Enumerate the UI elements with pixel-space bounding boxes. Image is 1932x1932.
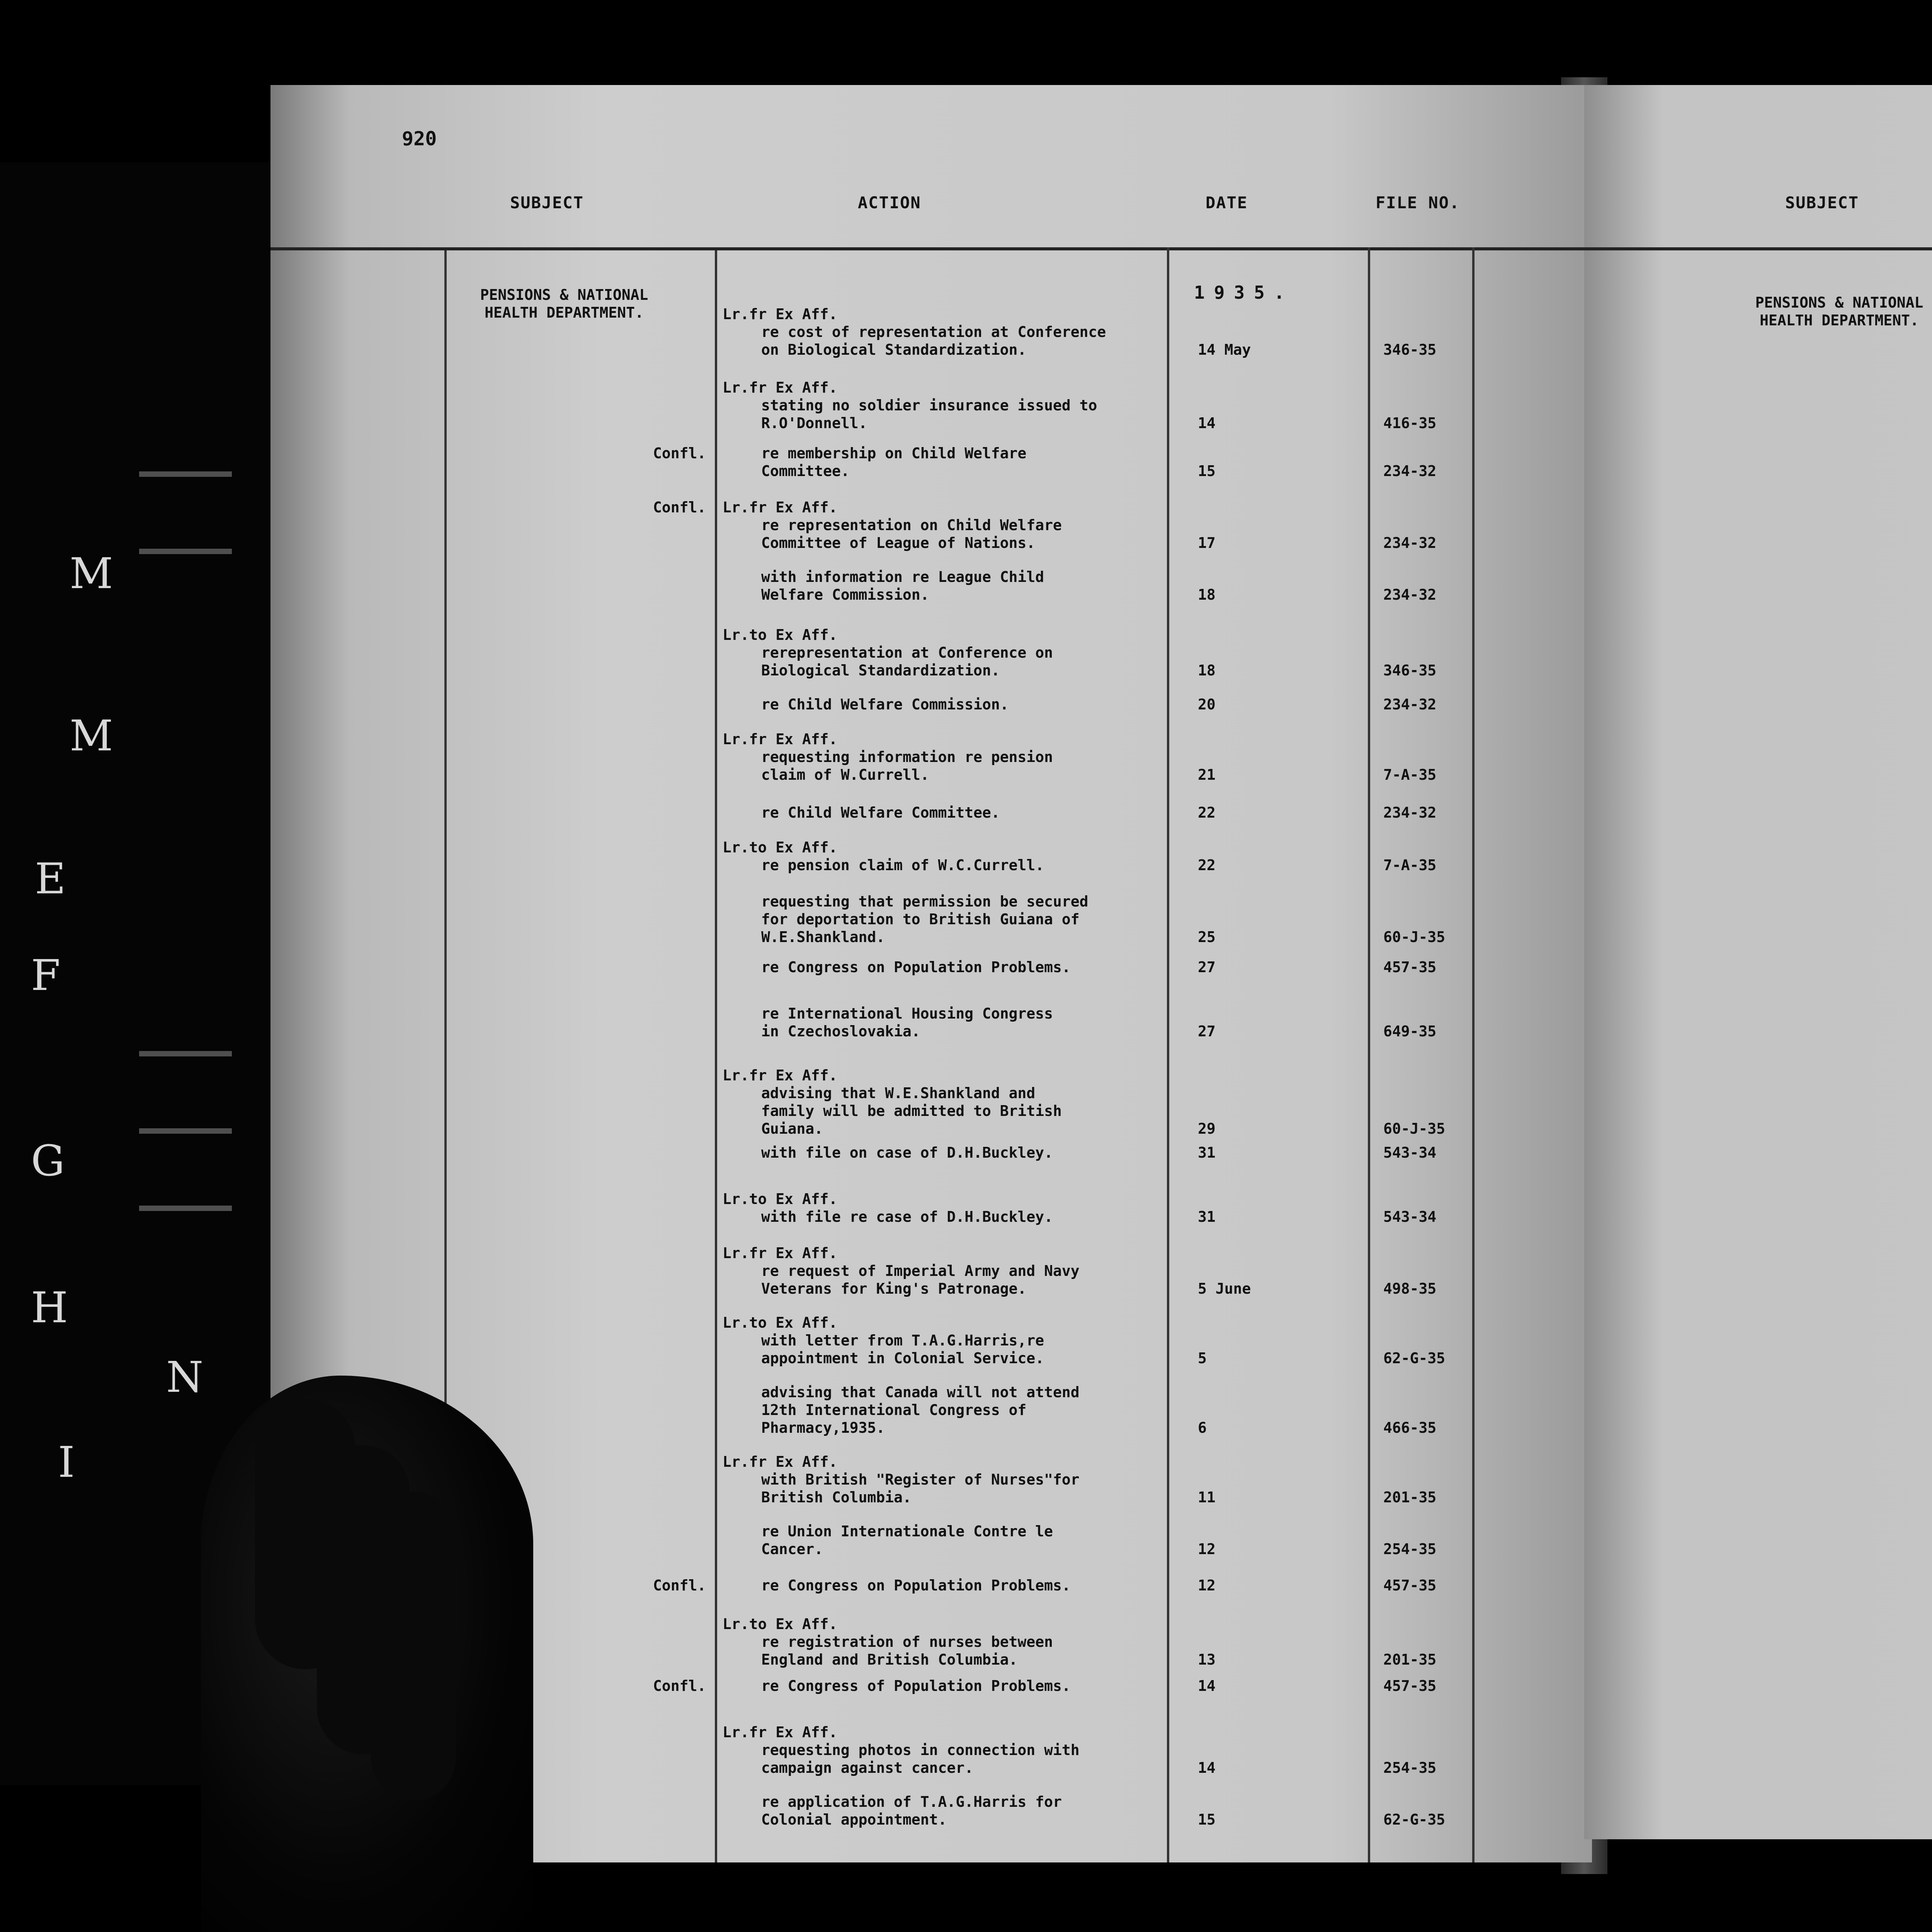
entry-date: 22 <box>1198 857 1216 874</box>
action-header: ACTION <box>858 193 921 212</box>
confidential-mark: Confl. <box>653 1677 706 1694</box>
file-number: 254-35 <box>1383 1759 1437 1776</box>
entry-date: 14 <box>1198 1677 1216 1694</box>
letter-direction: Lr.fr Ex Aff. <box>723 499 838 516</box>
letter-direction: Lr.fr Ex Aff. <box>723 731 838 748</box>
action-text: re International Housing Congress in Czechoslovakia. <box>761 1005 1053 1040</box>
file-number: 234-32 <box>1383 534 1437 551</box>
column-rule <box>715 250 717 1862</box>
action-text: advising that Canada will not attend 12th International Congress of Pharmacy,1935. <box>761 1384 1080 1436</box>
file-number: 7-A-35 <box>1383 857 1437 874</box>
file-number: 60-J-35 <box>1383 929 1446 946</box>
file-number: 201-35 <box>1383 1489 1437 1506</box>
entry-date: 29 <box>1198 1120 1216 1137</box>
finger-silhouette <box>371 1492 456 1801</box>
page-number: 920 <box>402 128 437 150</box>
entry-date: 13 <box>1198 1651 1216 1668</box>
file-number: 62-G-35 <box>1383 1811 1446 1828</box>
entry-date: 22 <box>1198 804 1216 821</box>
action-text: with letter from T.A.G.Harris,re appointment in Colonial Service. <box>761 1332 1044 1367</box>
entry-date: 27 <box>1198 959 1216 976</box>
subject-header: SUBJECT <box>510 193 584 212</box>
action-text: re request of Imperial Army and Navy Veterans for King's Patronage. <box>761 1262 1080 1297</box>
action-text: re application of T.A.G.Harris for Colonial appointment. <box>761 1793 1062 1828</box>
date-header: DATE <box>1206 193 1248 212</box>
entry-date: 21 <box>1198 766 1216 783</box>
entry-date: 6 <box>1198 1419 1207 1436</box>
action-text: with information re League Child Welfare Commission. <box>761 568 1044 603</box>
entry-date: 17 <box>1198 534 1216 551</box>
column-rule <box>1472 247 1475 1862</box>
spine-tab-letter: M <box>70 711 113 760</box>
action-text: re pension claim of W.C.Currell. <box>761 857 1044 874</box>
action-text: with British "Register of Nurses"for British Columbia. <box>761 1471 1080 1506</box>
entry-date: 5 <box>1198 1350 1207 1367</box>
file-number: 543-34 <box>1383 1144 1437 1161</box>
letter-direction: Lr.to Ex Aff. <box>723 626 838 643</box>
file-number: 346-35 <box>1383 341 1437 358</box>
action-text: re Congress on Population Problems. <box>761 1577 1071 1594</box>
letter-direction: Lr.fr Ex Aff. <box>723 1453 838 1470</box>
file-number: 498-35 <box>1383 1280 1437 1297</box>
action-text: re cost of representation at Conference on Biological Standardization. <box>761 323 1106 358</box>
entry-date: 11 <box>1198 1489 1216 1506</box>
file-number: 234-32 <box>1383 463 1437 480</box>
action-text: re Child Welfare Committee. <box>761 804 1000 821</box>
subject-header: SUBJECT <box>1785 193 1859 212</box>
file-number: 60-J-35 <box>1383 1120 1446 1137</box>
entry-date: 31 <box>1198 1208 1216 1225</box>
letter-direction: Lr.fr Ex Aff. <box>723 1245 838 1262</box>
action-text: re Child Welfare Commission. <box>761 696 1009 713</box>
entry-date: 27 <box>1198 1023 1216 1040</box>
file-number: 254-35 <box>1383 1541 1437 1558</box>
entry-date: 12 <box>1198 1577 1216 1594</box>
spine-tab-letter: M <box>70 549 113 598</box>
spine-tab-letter: N <box>166 1352 204 1402</box>
file-number: 234-32 <box>1383 586 1437 603</box>
action-text: with file re case of D.H.Buckley. <box>761 1208 1053 1225</box>
entry-date: 14 <box>1198 415 1216 432</box>
file-number: 457-35 <box>1383 1577 1437 1594</box>
action-text: stating no soldier insurance issued to R.O'Donnell. <box>761 397 1097 432</box>
letter-direction: Lr.fr Ex Aff. <box>723 379 838 396</box>
entry-date: 25 <box>1198 929 1216 946</box>
file-number: 416-35 <box>1383 415 1437 432</box>
header-rule <box>1584 247 1932 250</box>
spine-tab-letter: F <box>31 951 61 1000</box>
confidential-mark: Confl. <box>653 445 706 462</box>
letter-direction: Lr.to Ex Aff. <box>723 1190 838 1208</box>
action-text: requesting photos in connection with campaign against cancer. <box>761 1742 1080 1776</box>
letter-direction: Lr.fr Ex Aff. <box>723 306 838 323</box>
spine-tab-letter: H <box>31 1283 68 1332</box>
entry-date: 14 May <box>1198 341 1251 358</box>
entry-date: 31 <box>1198 1144 1216 1161</box>
file-number: 346-35 <box>1383 662 1437 679</box>
entry-date: 5 June <box>1198 1280 1251 1297</box>
file-number: 543-34 <box>1383 1208 1437 1225</box>
action-text: re Union Internationale Contre le Cancer. <box>761 1523 1053 1558</box>
entry-date: 15 <box>1198 463 1216 480</box>
file-number: 466-35 <box>1383 1419 1437 1436</box>
file-number: 201-35 <box>1383 1651 1437 1668</box>
file-number: 7-A-35 <box>1383 766 1437 783</box>
letter-direction: Lr.to Ex Aff. <box>723 1616 838 1633</box>
letter-direction: Lr.to Ex Aff. <box>723 1314 838 1331</box>
subject-department: PENSIONS & NATIONAL HEALTH DEPARTMENT. <box>1755 294 1923 329</box>
action-text: re Congress of Population Problems. <box>761 1677 1071 1694</box>
action-text: rerepresentation at Conference on Biological Standardization. <box>761 644 1053 679</box>
header-rule <box>270 247 1592 250</box>
action-text: advising that W.E.Shankland and family will be admitted to British Guiana. <box>761 1085 1062 1137</box>
right-ledger-page <box>1584 85 1932 1839</box>
action-text: re Congress on Population Problems. <box>761 959 1071 976</box>
confidential-mark: Confl. <box>653 1577 706 1594</box>
action-text: re registration of nurses between England and British Columbia. <box>761 1633 1053 1668</box>
file-number: 649-35 <box>1383 1023 1437 1040</box>
action-text: re membership on Child Welfare Committee. <box>761 445 1027 480</box>
action-text: requesting that permission be secured for deportation to British Guiana of W.E.Shankland. <box>761 893 1088 946</box>
action-text: requesting information re pension claim of W.Currell. <box>761 748 1053 783</box>
letter-direction: Lr.fr Ex Aff. <box>723 1067 838 1084</box>
spine-tab-letter: G <box>31 1136 65 1185</box>
subject-department: PENSIONS & NATIONAL HEALTH DEPARTMENT. <box>480 286 648 321</box>
spine-tab-letter: E <box>35 854 66 903</box>
column-rule <box>1167 247 1169 1862</box>
file-number: 62-G-35 <box>1383 1350 1446 1367</box>
file-number: 457-35 <box>1383 959 1437 976</box>
confidential-mark: Confl. <box>653 499 706 516</box>
entry-date: 18 <box>1198 586 1216 603</box>
spine-tab-letter: I <box>58 1437 75 1487</box>
entry-date: 20 <box>1198 696 1216 713</box>
entry-date: 18 <box>1198 662 1216 679</box>
letter-direction: Lr.to Ex Aff. <box>723 839 838 856</box>
entry-date: 15 <box>1198 1811 1216 1828</box>
column-rule <box>1368 247 1370 1862</box>
file-number: 234-32 <box>1383 804 1437 821</box>
letter-direction: Lr.fr Ex Aff. <box>723 1724 838 1741</box>
entry-date: 12 <box>1198 1541 1216 1558</box>
action-text: re representation on Child Welfare Committee of League of Nations. <box>761 517 1062 551</box>
entry-date: 14 <box>1198 1759 1216 1776</box>
file-number: 457-35 <box>1383 1677 1437 1694</box>
action-text: with file on case of D.H.Buckley. <box>761 1144 1053 1161</box>
file-header: FILE NO. <box>1376 193 1460 212</box>
file-number: 234-32 <box>1383 696 1437 713</box>
year-label: 1935. <box>1194 282 1294 303</box>
